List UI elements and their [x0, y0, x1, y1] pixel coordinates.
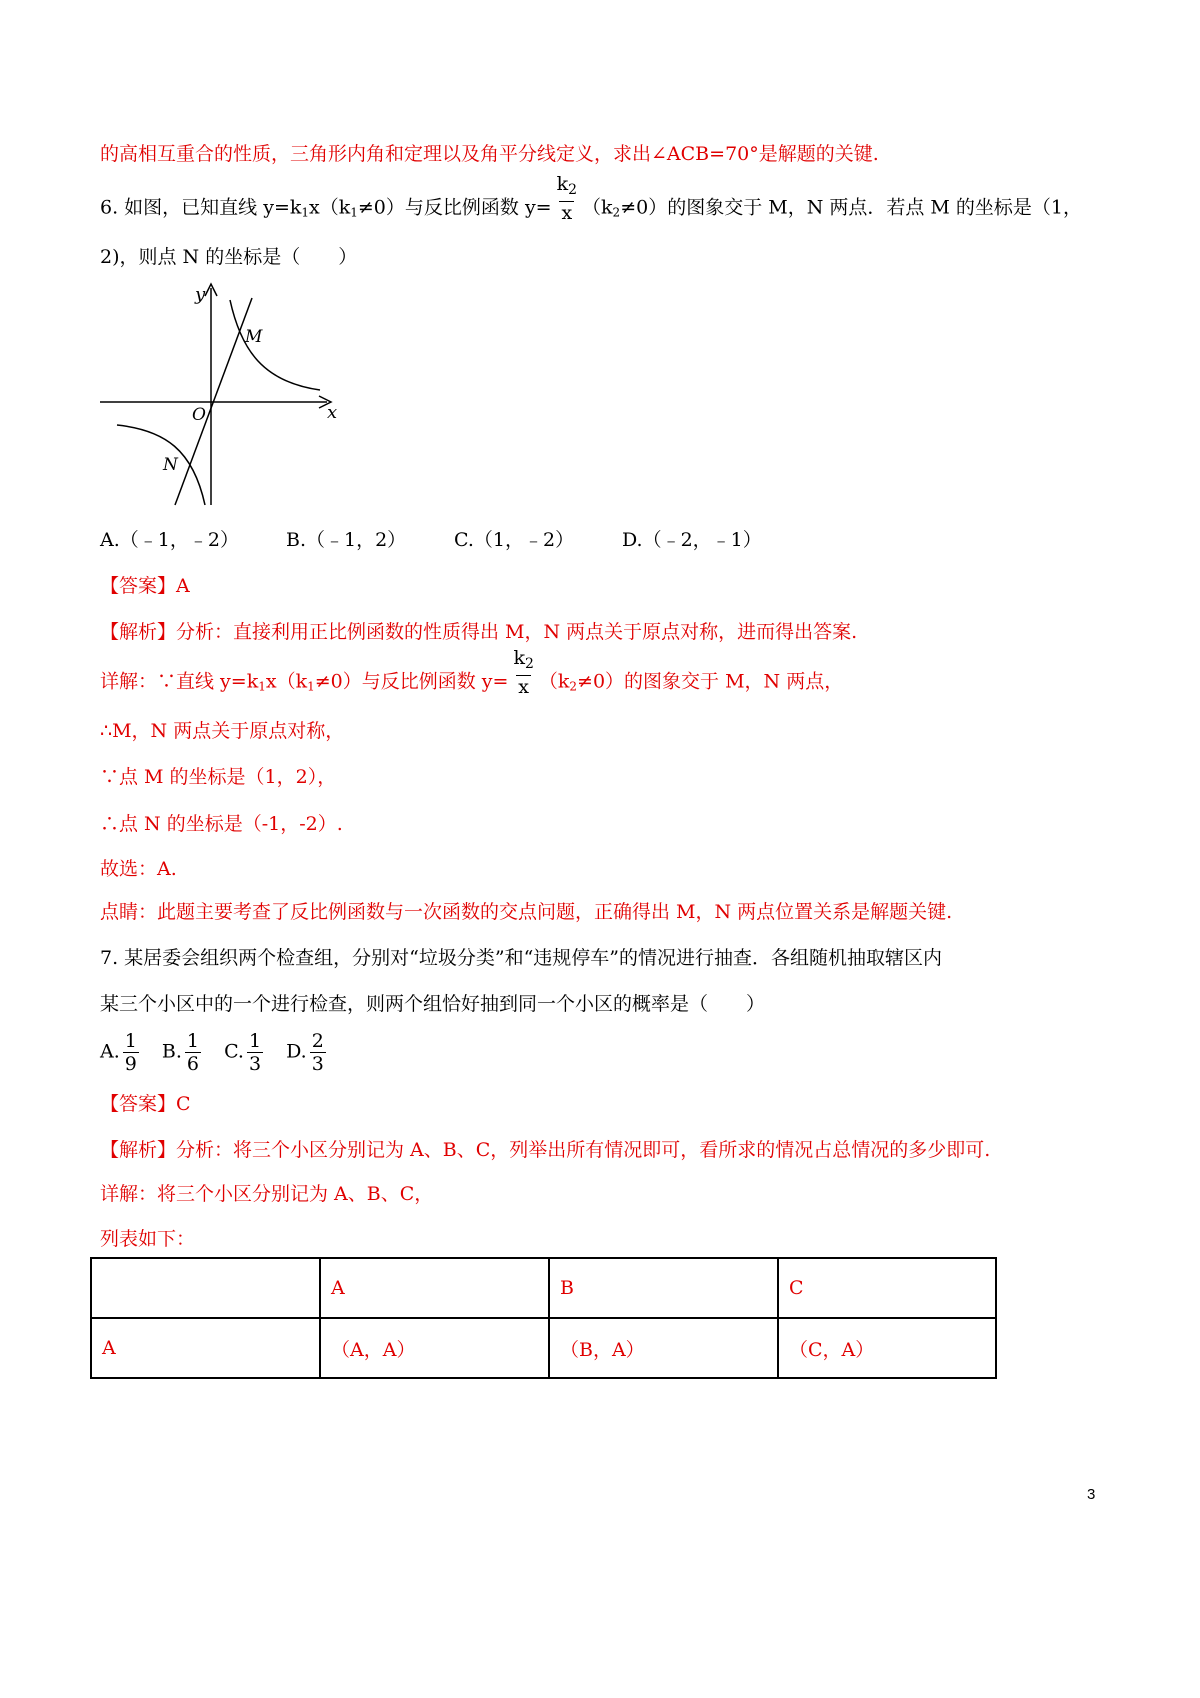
y-axis-label: y — [195, 284, 206, 305]
hyperbola-branch-3 — [117, 425, 205, 505]
question-7-options — [100, 1030, 329, 1075]
fraction-k2-over-x-detail: $\frac{k_2}{x}$ — [513, 647, 534, 698]
option-d: D. $\frac{2}{3}$ — [286, 1030, 324, 1075]
table-cell: C — [778, 1258, 996, 1318]
hyperbola-branch-1 — [230, 300, 320, 390]
step-6-3: ∴点 N 的坐标是（-1，-2）. — [100, 813, 343, 835]
detail-7: 详解：将三个小区分别记为 A、B、C， — [100, 1183, 434, 1205]
option-a: A.（﹣1，﹣2） — [100, 529, 239, 551]
page-number: 3 — [1087, 1486, 1096, 1503]
fraction-k2-over-x: $\frac{k_2}{x}$ — [556, 173, 578, 224]
option-b: B. $\frac{1}{6}$ — [161, 1030, 200, 1075]
option-d: D.（﹣2，﹣1） — [622, 529, 762, 551]
table-cell: （B，A） — [549, 1318, 778, 1378]
table-cell: A — [320, 1258, 549, 1318]
option-b: B.（﹣1，2） — [286, 529, 407, 551]
step-6-1: ∴M，N 两点关于原点对称， — [100, 720, 345, 742]
comment-6: 点睛：此题主要考查了反比例函数与一次函数的交点问题，正确得出 M，N 两点位置关系是解题关键. — [100, 901, 953, 923]
origin-label: O — [192, 405, 206, 425]
step-6-2: ∵点 M 的坐标是（1，2）， — [100, 766, 337, 788]
option-c: C. $\frac{1}{3}$ — [224, 1030, 262, 1075]
question-6-stem-line2: 2)，则点 N 的坐标是（ ） — [100, 246, 358, 268]
table-intro-7: 列表如下： — [100, 1228, 196, 1250]
table-row — [91, 1318, 996, 1378]
question-6-stem: 6. 如图，已知直线 $y=k_1x(k_1\ne 0)$与反比例函数 y= $\frac{k_2}{x}$ $(k_2\ne 0)$的图象交于 M，N 两点．若点 M 的坐标是（1， — [100, 173, 1082, 224]
table-cell: （A，A） — [320, 1318, 549, 1378]
outcome-table — [90, 1257, 997, 1379]
option-a: A. $\frac{1}{9}$ — [100, 1030, 137, 1075]
answer-7: 【答案】C — [100, 1093, 191, 1115]
answer-6: 【答案】A — [100, 575, 190, 597]
question-7-stem: 7. 某居委会组织两个检查组，分别对“垃圾分类”和“违规停车”的情况进行抽查．各组随机抽取辖区内 — [100, 947, 943, 969]
table-cell: A — [91, 1318, 320, 1378]
table-cell: （C，A） — [778, 1318, 996, 1378]
question-7-stem-line2: 某三个小区中的一个进行检查，则两个组恰好抽到同一个小区的概率是（ ） — [100, 993, 766, 1015]
solution-continuation: 的高相互重合的性质，三角形内角和定理以及角平分线定义，求出∠ACB=70°是解题的关键. — [100, 143, 879, 165]
analysis-6: 【解析】分析：直接利用正比例函数的性质得出 M，N 两点关于原点对称，进而得出答案. — [100, 621, 858, 643]
table-header-row — [91, 1258, 996, 1318]
point-m-label: M — [245, 327, 263, 347]
option-c: C.（1，﹣2） — [454, 529, 575, 551]
analysis-7: 【解析】分析：将三个小区分别记为 A、B、C，列举出所有情况即可，看所求的情况占总情况的多少即可. — [100, 1139, 991, 1161]
x-axis-label: x — [327, 402, 338, 423]
point-n-label: N — [163, 455, 178, 475]
detail-6: 详解：∵直线 $y=k_1x(k_1\ne 0)$与反比例函数 y= $\frac{k_2}{x}$ $(k_2\ne 0)$的图象交于 M，N 两点， — [100, 647, 844, 698]
question-6-figure — [95, 280, 355, 512]
table-cell — [91, 1258, 320, 1318]
table-cell: B — [549, 1258, 778, 1318]
choose-6: 故选：A. — [100, 858, 177, 880]
question-6-options — [100, 526, 762, 554]
